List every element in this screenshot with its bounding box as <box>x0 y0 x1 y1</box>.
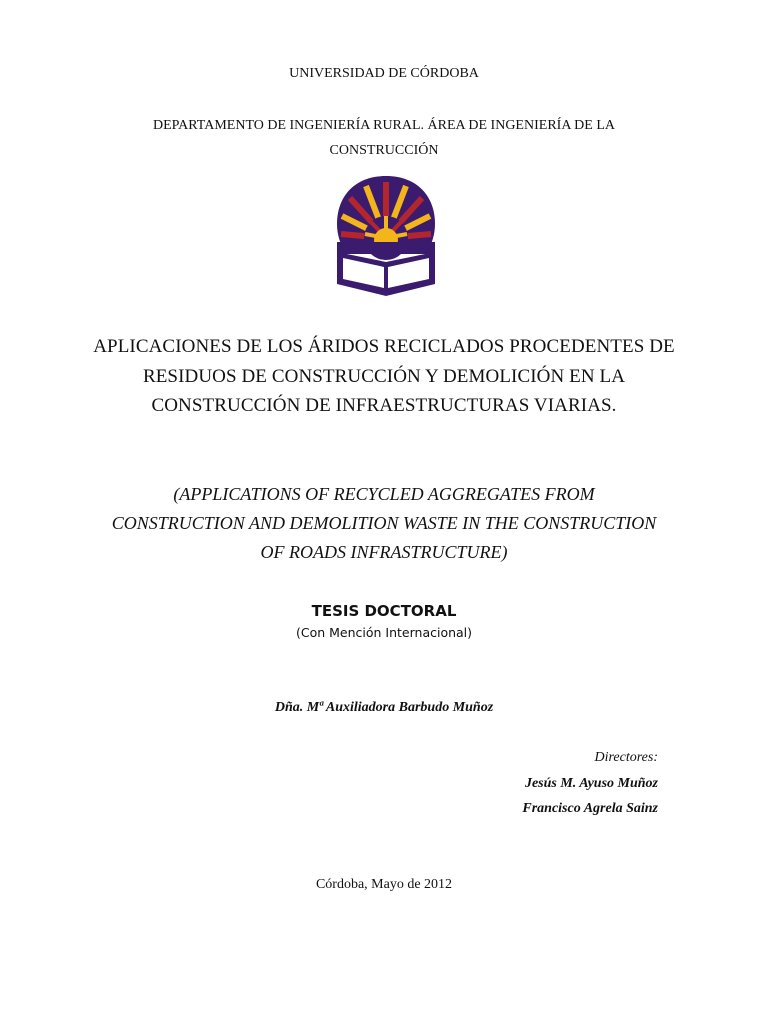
university-crest-icon <box>333 172 439 300</box>
department-line-2: CONSTRUCCIÓN <box>329 143 439 158</box>
director-name-1: Jesús M. Ayuso Muñoz <box>524 776 658 791</box>
english-title-line-3: OF ROADS INFRASTRUCTURE) <box>260 542 508 562</box>
author-name: Dña. Mª Auxiliadora Barbudo Muñoz <box>274 700 494 715</box>
thesis-mention: (Con Mención Internacional) <box>295 625 473 640</box>
directors-label: Directores: <box>594 750 658 765</box>
place-date: Córdoba, Mayo de 2012 <box>315 877 453 892</box>
thesis-type: TESIS DOCTORAL <box>311 602 457 620</box>
title-line-2: RESIDUOS DE CONSTRUCCIÓN Y DEMOLICIÓN EN LA <box>142 366 626 387</box>
director-name-2: Francisco Agrela Sainz <box>522 801 658 816</box>
english-title-line-1: (APPLICATIONS OF RECYCLED AGGREGATES FROM <box>173 484 595 504</box>
english-title-line-2: CONSTRUCTION AND DEMOLITION WASTE IN THE CONSTRUCTION <box>111 513 657 533</box>
department-line-1: DEPARTAMENTO DE INGENIERÍA RURAL. ÁREA DE INGENIERÍA DE LA <box>153 118 615 133</box>
title-line-1: APLICACIONES DE LOS ÁRIDOS RECICLADOS PROCEDENTES DE <box>93 336 675 357</box>
title-line-3: CONSTRUCCIÓN DE INFRAESTRUCTURAS VIARIAS. <box>151 395 617 416</box>
university-name: UNIVERSIDAD DE CÓRDOBA <box>289 66 479 81</box>
